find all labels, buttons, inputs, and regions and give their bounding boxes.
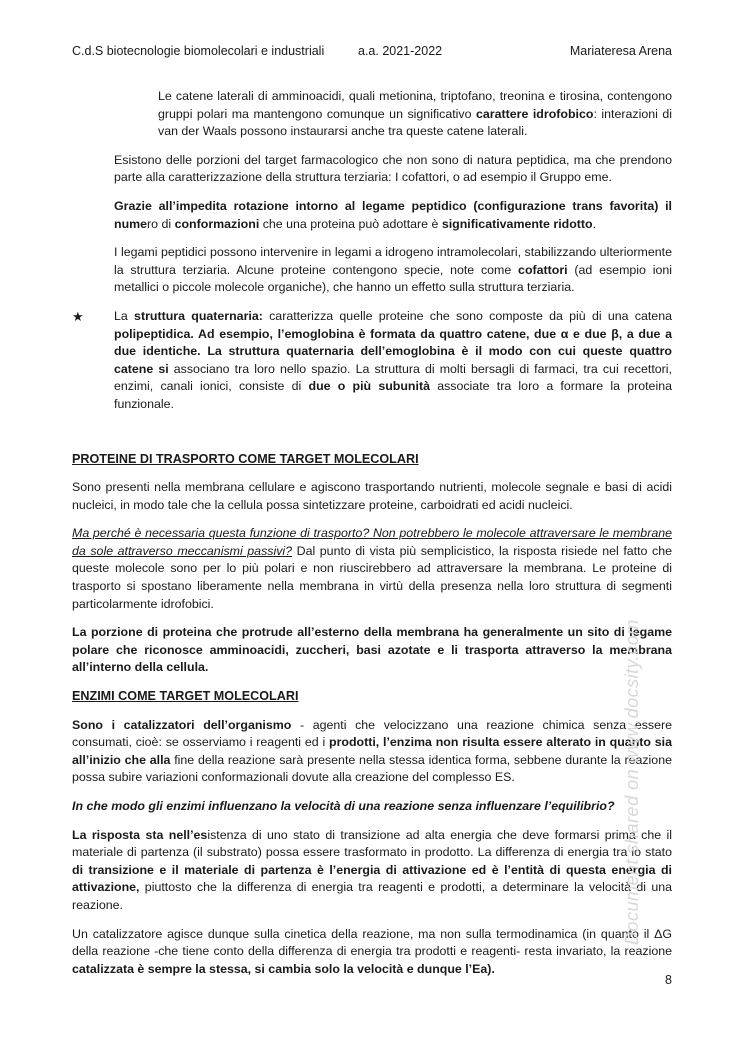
text: I legami peptidici possono intervenire in legami a idrogeno intramolecolari, stabilizzando ulteriormente la struttura terziaria. Alcune proteine contengono specie, note come	[114, 245, 672, 277]
bold-text: di transizione e il materiale di partenza è l’energia di attivazione ed è l’entità di questa energia di attivazione,	[72, 862, 672, 895]
page-header	[72, 44, 672, 62]
page-number: 8	[665, 973, 672, 987]
star-bullet-icon: ★	[72, 308, 84, 324]
text: piuttosto che la differenza di energia tra reagenti e prodotti, a determinare la velocità di una reazione.	[72, 880, 672, 912]
academic-year: a.a. 2021-2022	[358, 44, 443, 58]
text: caratterizza quelle proteine che sono composte da più di una catena	[262, 308, 672, 323]
bold-text: carattere idrofobico	[476, 106, 594, 121]
watermark: Document shared on www.docsity.com	[622, 619, 642, 945]
bold-text: La risposta sta nell’es	[72, 827, 208, 842]
bold-text: Grazie all’impedita rotazione intorno al legame peptidico (configurazione trans favorita) il nume	[114, 198, 672, 231]
paragraph-transition-state	[72, 827, 672, 915]
paragraph-quaternary-structure	[114, 308, 672, 414]
bold-text: polipeptidica. Ad esempio, l’emoglobina è formata da quattro catene, due α e due β, a due a due identiche. La struttura quaternaria dell’emoglobina è il modo con cui queste quattro catene si	[114, 326, 672, 376]
text: - agenti che velocizzano una reazione chimica senza essere consumati, cioè: se osserviamo i reagenti ed i	[72, 717, 673, 750]
text: (ad esempio ioni metallici o piccole molecole organiche), che hanno un effetto sulla struttura terziaria.	[114, 262, 672, 295]
section-heading-enzymes: ENZIMI COME TARGET MOLECOLARI	[72, 689, 299, 704]
bold-text: Sono i catalizzatori dell’organismo	[72, 717, 292, 732]
paragraph-catalyst-kinetics	[72, 926, 672, 979]
document-body	[72, 88, 672, 989]
bold-text: due o più subunità	[308, 379, 430, 394]
text: fine della reazione sarà presente nella stessa identica forma, sebbene durante la reazione possa subire variazioni conformazionali dovute alla creazione del complesso ES.	[72, 752, 672, 785]
course-name: C.d.S biotecnologie biomolecolari e industriali	[72, 44, 325, 58]
text: Dal punto di vista più semplicistico, la risposta risiede nel fatto che queste molecole sono per lo più polari e non riuscirebbero ad attraversare la membrana. Le proteine di trasporto si spostano liberamente nella membrana in virtù della presenza nella loro struttura di segmenti particolarmente idrofobici.	[72, 543, 672, 611]
text: .	[592, 216, 597, 231]
paragraph-binding-site: La porzione di proteina che protrude all’esterno della membrana ha generalmente un sito di legame polare che riconosce amminoacidi, zuccheri, basi azotate e li trasporta attraverso la membrana all’interno della cellula.	[72, 625, 672, 675]
text: ro di	[147, 216, 175, 231]
spacer	[72, 425, 672, 441]
paragraph-transport-intro: Sono presenti nella membrana cellulare e agiscono trasportando nutrienti, molecole segnale e basi di acidi nucleici, in modo tale che la cellula possa sintetizzare proteine, carboidrati ed acidi nucleici.	[72, 480, 672, 512]
text: istenza di uno stato di transizione ad alta energia che deve formarsi prima che il materiale di partenza (il substrato) possa essere trasformato in prodotto. La differenza di energia tra lo stato	[72, 827, 672, 860]
text: associano tra loro nello spazio. La struttura di molti bersagli di farmaci, tra cui recettori, enzimi, canali ionici, consiste di	[114, 361, 672, 394]
text: : interazioni di van der Waals possono instaurarsi anche tra queste catene laterali.	[158, 106, 672, 139]
text: La	[114, 308, 135, 323]
paragraph-cofactors: Esistono delle porzioni del target farmacologico che non sono di natura peptidica, ma che prendono parte alla caratterizzazione della struttura terziaria: I cofattori, o ad esempio il Gruppo eme.	[114, 152, 672, 185]
bold-text: cofattori	[518, 262, 568, 277]
bold-text: catalizzata è sempre la stessa, si cambia solo la velocità e dunque l’Ea).	[72, 961, 495, 976]
text: associate tra loro a formare la proteina funzionale.	[114, 379, 672, 411]
bold-text: struttura quaternaria:	[134, 308, 263, 323]
bold-text: conformazioni	[174, 216, 260, 231]
text: Le catene laterali di amminoacidi, quali metionina, triptofano, treonina e tirosina, contengono gruppi polari ma mantengono comunque un significativo	[158, 89, 672, 121]
text: che una proteina può adottare è	[259, 216, 442, 231]
section-heading-transport-proteins: PROTEINE DI TRASPORTO COME TARGET MOLECOLARI	[72, 451, 419, 466]
paragraph-transport-question	[72, 525, 672, 613]
paragraph-side-chains	[158, 88, 672, 141]
paragraph-equilibrium-question: In che modo gli enzimi influenzano la velocità di una reazione senza influenzare l’equilibrio?	[72, 799, 615, 813]
text: Un catalizzatore agisce dunque sulla cinetica della reazione, ma non sulla termodinamica (in quanto il ΔG della reazione -che tiene conto della differenza di energia tra prodotti e reagenti- resta invariato, la reazione	[72, 926, 672, 959]
italic-underlined-question: Ma perché è necessaria questa funzione di trasporto? Non potrebbero le molecole attraversare le membrane da sole attraverso meccanismi passivi?	[72, 526, 672, 558]
author-name: Mariateresa Arena	[569, 44, 672, 58]
paragraph-catalysts	[72, 717, 672, 787]
paragraph-hydrogen-bonds	[114, 244, 672, 297]
bullet-quaternary	[72, 308, 672, 414]
bold-text: prodotti, l’enzima non risulta essere alterato in quanto sia all’inizio che alla	[72, 735, 672, 767]
bold-text: significativamente ridotto	[441, 216, 593, 231]
paragraph-peptide-rotation	[114, 198, 672, 233]
